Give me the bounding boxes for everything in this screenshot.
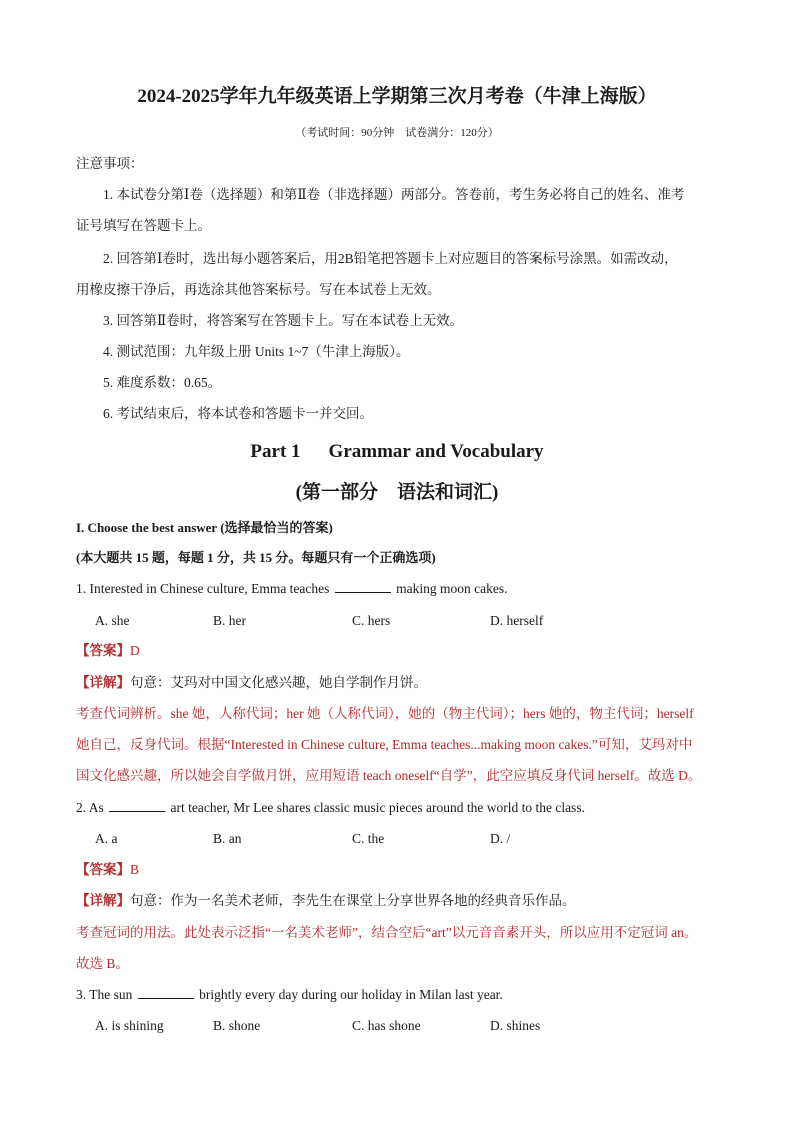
q2-option-b: B. an bbox=[213, 831, 242, 846]
part-title-cn: (第一部分 语法和词汇) bbox=[295, 482, 499, 503]
note-item-4: 4. 测试范围：九年级上册 Units 1~7（牛津上海版）。 bbox=[103, 344, 410, 359]
note-item-2-cont: 用橡皮擦干净后，再选涂其他答案标号。写在本试卷上无效。 bbox=[76, 282, 441, 297]
q2-option-d: D. / bbox=[490, 831, 511, 846]
q1-explanation-3: 国文化感兴趣，所以她会自学做月饼，应用短语 teach oneself“自学”，此空应填反身代词 herself。故选 D。 bbox=[76, 768, 702, 783]
q2-explanation-1: 考查冠词的用法。此处表示泛指“一名美术老师”，结合空后“art”以元音音素开头，所以应用不定冠词 an。 bbox=[76, 925, 698, 940]
part-title bbox=[0, 440, 794, 464]
part-name: Grammar and Vocabulary bbox=[328, 441, 544, 462]
q1-explanation-1: 考查代词辨析。she 她，人称代词；her 她（人称代词），她的（物主代词）；hers 她的，物主代词；herself bbox=[76, 706, 694, 721]
q3-option-d: D. shines bbox=[490, 1018, 541, 1033]
q2-option-a: A. a bbox=[95, 831, 118, 846]
q3-option-c: C. has shone bbox=[352, 1018, 421, 1033]
note-item-5: 5. 难度系数：0.65。 bbox=[103, 375, 222, 390]
part-number: Part 1 bbox=[250, 441, 301, 462]
question-1-stem-start: 1. Interested in Chinese culture, Emma teaches bbox=[76, 581, 330, 596]
q1-option-a: A. she bbox=[95, 613, 130, 628]
q3-option-a: A. is shining bbox=[95, 1018, 164, 1033]
q1-explanation-2: 她自己，反身代词。根据“Interested in Chinese culture, Emma teaches...making moon cakes.”可知，艾玛对中 bbox=[76, 737, 693, 752]
detail-text: 句意：作为一名美术老师，李先生在课堂上分享世界各地的经典音乐作品。 bbox=[130, 893, 576, 908]
note-item-3: 3. 回答第Ⅱ卷时，将答案写在答题卡上。写在本试卷上无效。 bbox=[103, 313, 464, 328]
section-title: I. Choose the best answer (选择最恰当的答案) bbox=[76, 520, 333, 535]
exam-title: 2024-2025学年九年级英语上学期第三次月考卷（牛津上海版） bbox=[137, 86, 657, 107]
q2-answer bbox=[76, 861, 139, 879]
answer-value: B bbox=[130, 862, 140, 877]
q1-answer bbox=[76, 642, 140, 660]
note-item-1-cont: 证号填写在答题卡上。 bbox=[76, 218, 211, 233]
detail-tag: 【详解】 bbox=[76, 893, 130, 908]
notes-heading: 注意事项： bbox=[76, 156, 144, 171]
question-2-stem-start: 2. As bbox=[76, 800, 104, 815]
q1-detail bbox=[76, 674, 427, 692]
answer-tag: 【答案】 bbox=[76, 862, 130, 877]
detail-tag: 【详解】 bbox=[76, 675, 130, 690]
question-2-stem bbox=[76, 799, 585, 817]
q1-option-c: C. hers bbox=[352, 613, 391, 628]
note-item-1: 1. 本试卷分第Ⅰ卷（选择题）和第Ⅱ卷（非选择题）两部分。答卷前，考生务必将自己的姓名、准考 bbox=[103, 187, 685, 202]
q2-detail bbox=[76, 892, 576, 910]
q1-option-d: D. herself bbox=[490, 613, 544, 628]
question-3-stem-start: 3. The sun bbox=[76, 987, 133, 1002]
answer-value: D bbox=[130, 643, 140, 658]
question-3-stem-end: brightly every day during our holiday in Milan last year. bbox=[199, 987, 503, 1002]
question-2-blank bbox=[109, 799, 165, 812]
q2-explanation-2: 故选 B。 bbox=[76, 956, 129, 971]
note-item-6: 6. 考试结束后，将本试卷和答题卡一并交回。 bbox=[103, 406, 373, 421]
question-3-stem bbox=[76, 986, 503, 1004]
section-instruction: (本大题共 15 题，每题 1 分，共 15 分。每题只有一个正确选项) bbox=[76, 550, 436, 565]
question-2-stem-end: art teacher, Mr Lee shares classic music pieces around the world to the class. bbox=[170, 800, 585, 815]
note-item-2: 2. 回答第Ⅰ卷时，选出每小题答案后，用2B铅笔把答题卡上对应题目的答案标号涂黑。如需改动， bbox=[103, 251, 678, 266]
q2-option-c: C. the bbox=[352, 831, 385, 846]
answer-tag: 【答案】 bbox=[76, 643, 130, 658]
q3-option-b: B. shone bbox=[213, 1018, 261, 1033]
question-1-stem-end: making moon cakes. bbox=[396, 581, 508, 596]
exam-subtitle: （考试时间：90分钟 试卷满分：120分） bbox=[295, 127, 499, 139]
question-1-blank bbox=[335, 580, 391, 593]
question-3-blank bbox=[138, 986, 194, 999]
q1-option-b: B. her bbox=[213, 613, 246, 628]
question-1-stem bbox=[76, 580, 508, 598]
detail-text: 句意：艾玛对中国文化感兴趣，她自学制作月饼。 bbox=[130, 675, 427, 690]
